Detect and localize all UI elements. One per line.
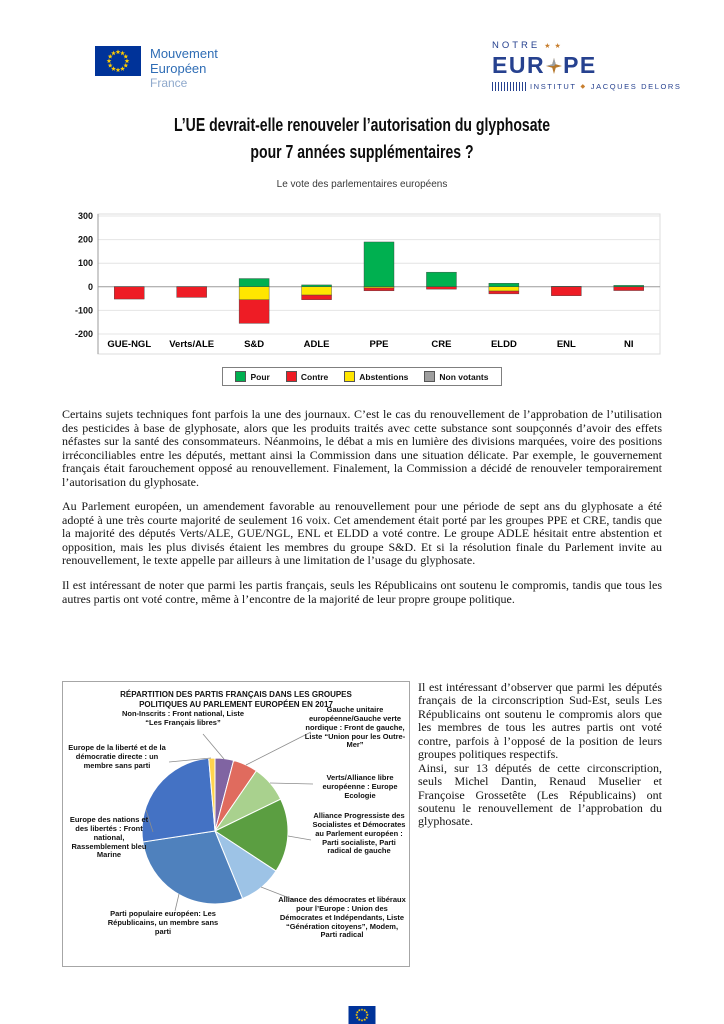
pie-label-sd: Alliance Progressiste des Socialistes et Démocrates au Parlement européen : Parti socialiste, Parti radical de gauche <box>312 811 406 856</box>
pie-label-ppe: Parti populaire européen: Les Républicains, un membre sans parti <box>107 909 219 936</box>
bottom-section <box>62 681 662 967</box>
diamond-icon: ◆ <box>580 84 587 90</box>
logo-europe-row <box>492 52 682 79</box>
document-title <box>0 112 724 166</box>
logo-institut-row <box>492 82 682 91</box>
svg-text:0: 0 <box>87 281 93 292</box>
logo-text-mouvement: Mouvement <box>150 46 218 61</box>
paragraph-2: Au Parlement européen, un amendement favorable au renouvellement pour une période de sept ans du glyphosate a été adopté à une très courte majorité de seulement 16 voix. Cet amendement était porté par les groupes PPE et CRE, tandis que la majorité des députés Verts/ALE, GUE/NGL, ENL et ELDD a voté contre. Le groupe ADLE hésitait entre abstention et opposition, mais les plus divisés étaient les membres du groupe S&D. Et si la résolution finale du Parlement invite au renouvellement, le texte appelle par ailleurs à une limitation de l’usage du glyphosate. <box>62 499 662 568</box>
legend-swatch-pour <box>235 371 246 382</box>
pie-label-non-inscrits: Non-Inscrits : Front national, Liste “Les Français libres” <box>121 709 245 727</box>
logo-text-block <box>150 46 218 91</box>
legend-swatch-contre <box>286 371 297 382</box>
legend-label-abstentions: Abstentions <box>359 371 409 382</box>
legend-swatch-non-votants <box>424 371 435 382</box>
svg-text:PPE: PPE <box>369 339 389 350</box>
legend-label-non-votants: Non votants <box>439 371 489 382</box>
chart-legend <box>222 367 501 386</box>
svg-text:ENL: ENL <box>556 339 576 350</box>
legend-item-pour <box>235 371 269 382</box>
bar-chart <box>62 208 666 358</box>
svg-text:200: 200 <box>77 234 93 245</box>
logo-eur-text: EUR <box>492 52 546 78</box>
eu-flag-icon <box>95 46 141 76</box>
logo-institut-text: INSTITUT <box>530 82 577 91</box>
legend-label-contre: Contre <box>300 371 329 382</box>
svg-text:GUE-NGL: GUE-NGL <box>107 339 152 350</box>
svg-text:300: 300 <box>77 211 93 221</box>
pie-label-verts-ale: Verts/Alliance libre européenne : Europe Ecologie <box>322 773 398 800</box>
bar-chart-block <box>62 208 662 386</box>
logo-notre-europe <box>492 40 682 91</box>
compass-icon <box>546 58 562 74</box>
legend-item-non-votants <box>424 371 488 382</box>
svg-text:Verts/ALE: Verts/ALE <box>169 339 215 350</box>
pie-label-adle: Alliance des démocrates et libéraux pour l’Europe : Union des Démocrates et Indépendants, Liste “Génération citoyens”, Modem, Parti radical <box>278 895 406 940</box>
pie-label-enl: Europe des nations et des libertés : Front national, Rassemblement bleu Marine <box>69 815 149 860</box>
logo-pe-text: PE <box>563 52 597 78</box>
svg-text:-100: -100 <box>74 305 93 316</box>
legend-label-pour: Pour <box>250 371 270 382</box>
side-paragraph-1: Il est intéressant d’observer que parmi les députés français de la circonscription Sud-Est, seuls Les Républicains ont soutenu le compromis alors que les membres de tous les autres partis ont voté contre, parfois à l’opposé de la position de leurs groupes politiques respectifs. <box>418 680 662 762</box>
logo-text-europeen: Européen <box>150 60 207 76</box>
svg-text:CRE: CRE <box>431 339 452 350</box>
footer-eu-flag-icon <box>349 1006 376 1024</box>
side-paragraph-2: Ainsi, sur 13 députés de cette circonscription, seuls Michel Dantin, Renaud Muselier et Françoise Grossetête (Les Républicains) ont soutenu le renouvellement de l’approbation du glyphosate. <box>418 760 662 829</box>
svg-text:S&D: S&D <box>244 339 265 350</box>
title-line-1: L’UE devrait-elle renouveler l’autorisation du glyphosate <box>173 115 551 135</box>
paragraph-3: Il est intéressant de noter que parmi les partis français, seuls les Républicains ont soutenu le compromis, tandis que tous les autres partis ont voté contre, même à l’encontre de la majorité de leur propre groupe politique. <box>62 578 662 606</box>
pie-figure <box>62 681 410 967</box>
logo-jacques-delors-text: JACQUES DELORS <box>590 82 682 91</box>
svg-text:ADLE: ADLE <box>303 339 330 350</box>
logo-notre-text: NOTRE <box>492 40 541 51</box>
pie-figure-title: RÉPARTITION DES PARTIS FRANÇAIS DANS LES GROUPES POLITIQUES AU PARLEMENT EUROPÉEN EN 2017 <box>120 690 352 710</box>
paragraph-1: Certains sujets techniques font parfois la une des journaux. C’est le cas du renouvellement de l’approbation de l’utilisation des pesticides à base de glyphosate, alors que les produits traités avec cette substance sont soupçonnés d’avoir des effets néfastes sur la santé des consommateurs. Néanmoins, le débat a mis en lumière des divisions marquées, voire des positions irréconciliables entre les députés, mettant ainsi la Commission dans une situation délicate. Par exemple, le gouvernement français était farouchement opposé au renouvellement. Finalement, la Commission a décidé de renouveler temporairement l’autorisation du glyphosate. <box>62 407 662 489</box>
stars-icon: ★ ★ <box>544 42 562 50</box>
side-column <box>418 681 662 967</box>
pie-label-eldd: Europe de la liberté et de la démocratie directe : un membre sans parti <box>68 743 166 770</box>
logo-notre-row <box>492 40 682 51</box>
logo-mouvement-europeen <box>95 46 218 91</box>
logo-text-france: France <box>150 76 188 91</box>
svg-text:-200: -200 <box>74 329 93 339</box>
barcode-icon <box>492 82 526 91</box>
svg-text:NI: NI <box>624 339 634 350</box>
body-text <box>62 408 662 617</box>
chart-subtitle: Le vote des parlementaires européens <box>276 179 448 190</box>
legend-item-contre <box>286 371 328 382</box>
legend-swatch-abstentions <box>344 371 355 382</box>
legend-item-abstentions <box>344 371 408 382</box>
pie-label-gue-ngl: Gauche unitaire européenne/Gauche verte nordique : Front de gauche, Liste “Union pour les Outre-Mer” <box>304 705 406 750</box>
svg-text:ELDD: ELDD <box>490 339 517 350</box>
svg-text:100: 100 <box>77 258 93 269</box>
title-line-2: pour 7 années supplémentaires ? <box>250 142 474 162</box>
